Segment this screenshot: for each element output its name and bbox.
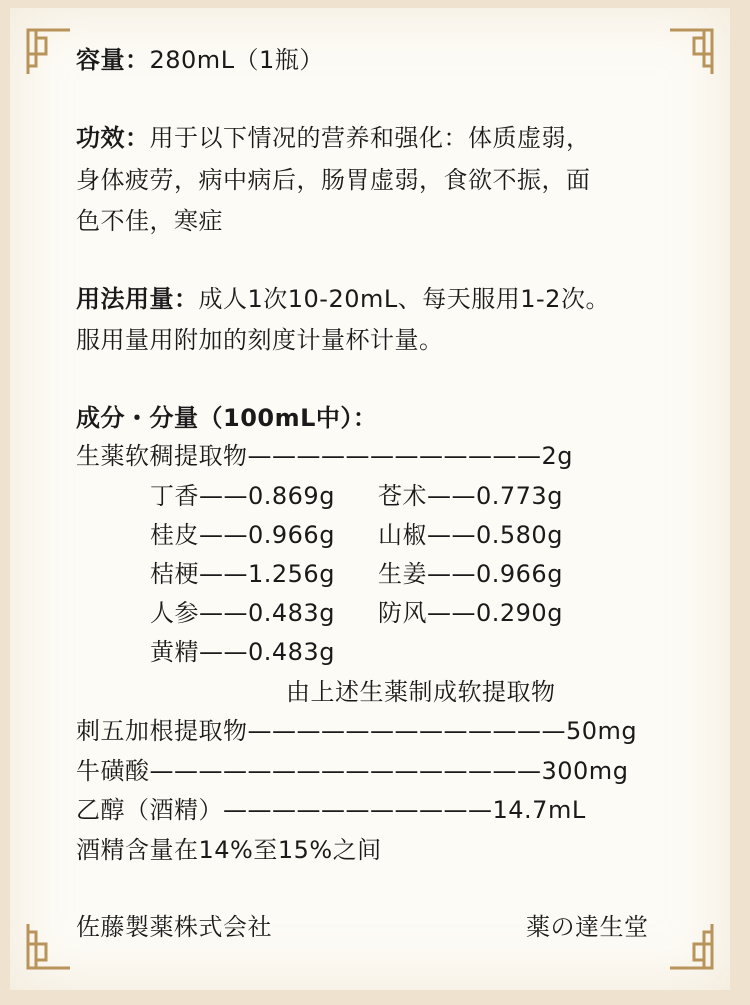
other-ingredient-name: 牛磺酸 [76,757,150,785]
efficacy-line-1 [76,122,591,154]
herb-row [150,558,563,590]
other-ingredient-row [76,715,637,747]
herb-right: 山椒——0.580g [378,521,563,549]
herb-right: 苍术——0.773g [378,482,563,510]
label-card [10,8,730,990]
other-ingredient-dashes: ——————————— [223,796,493,824]
other-ingredient-amount: 300mg [541,757,629,785]
extract-name: 生薬软稠提取物 [76,442,248,470]
dosage-label: 用法用量： [76,285,199,313]
other-ingredient-name: 乙醇（酒精） [76,796,223,824]
other-ingredient-row [76,794,586,826]
herb-left: 桔梗——1.256g [150,560,335,588]
dosage-text-1: 成人1次10-20mL、每天服用1-2次。 [198,285,610,313]
capacity-label: 容量： [76,46,150,74]
herb-left: 丁香——0.869g [150,482,335,510]
herb-row [150,597,563,629]
efficacy-line-3: 色不佳，寒症 [76,207,223,235]
efficacy-line-2: 身体疲劳，病中病后，肠胃虚弱，食欲不振，面 [76,166,591,194]
source-note: 由上述生薬制成软提取物 [286,678,556,706]
extract-amount: 2g [541,442,574,470]
capacity-value: 280mL（1瓶） [149,46,324,74]
herb-right: 防风——0.290g [378,599,563,627]
dosage-line-1 [76,283,610,315]
alcohol-note: 酒精含量在14%至15%之间 [76,836,382,864]
other-ingredient-amount: 14.7mL [492,796,586,824]
dosage-line-2: 服用量用附加的刻度计量杯计量。 [76,326,444,354]
other-ingredient-row [76,755,628,787]
label-content [10,8,730,990]
other-ingredient-amount: 50mg [566,717,638,745]
ingredients-heading: 成分・分量（100mL中）： [76,404,378,432]
herb-row [150,636,335,668]
extract-row [76,440,573,472]
other-ingredient-name: 刺五加根提取物 [76,717,248,745]
other-ingredient-dashes: ———————————————— [149,757,542,785]
herb-left: 黄精——0.483g [150,638,335,666]
efficacy-text-1: 用于以下情况的营养和强化：体质虚弱， [149,124,591,152]
other-ingredient-dashes: ————————————— [247,717,566,745]
herb-left: 桂皮——0.966g [150,521,335,549]
herb-row [150,480,563,512]
herb-left: 人参——0.483g [150,599,335,627]
capacity-line [76,44,324,76]
efficacy-label: 功效： [76,124,150,152]
herb-right: 生姜——0.966g [378,560,563,588]
herb-row [150,519,563,551]
brand-name: 薬の達生堂 [526,913,649,941]
extract-dashes: ———————————— [247,442,542,470]
company-name: 佐藤製薬株式会社 [76,913,272,941]
